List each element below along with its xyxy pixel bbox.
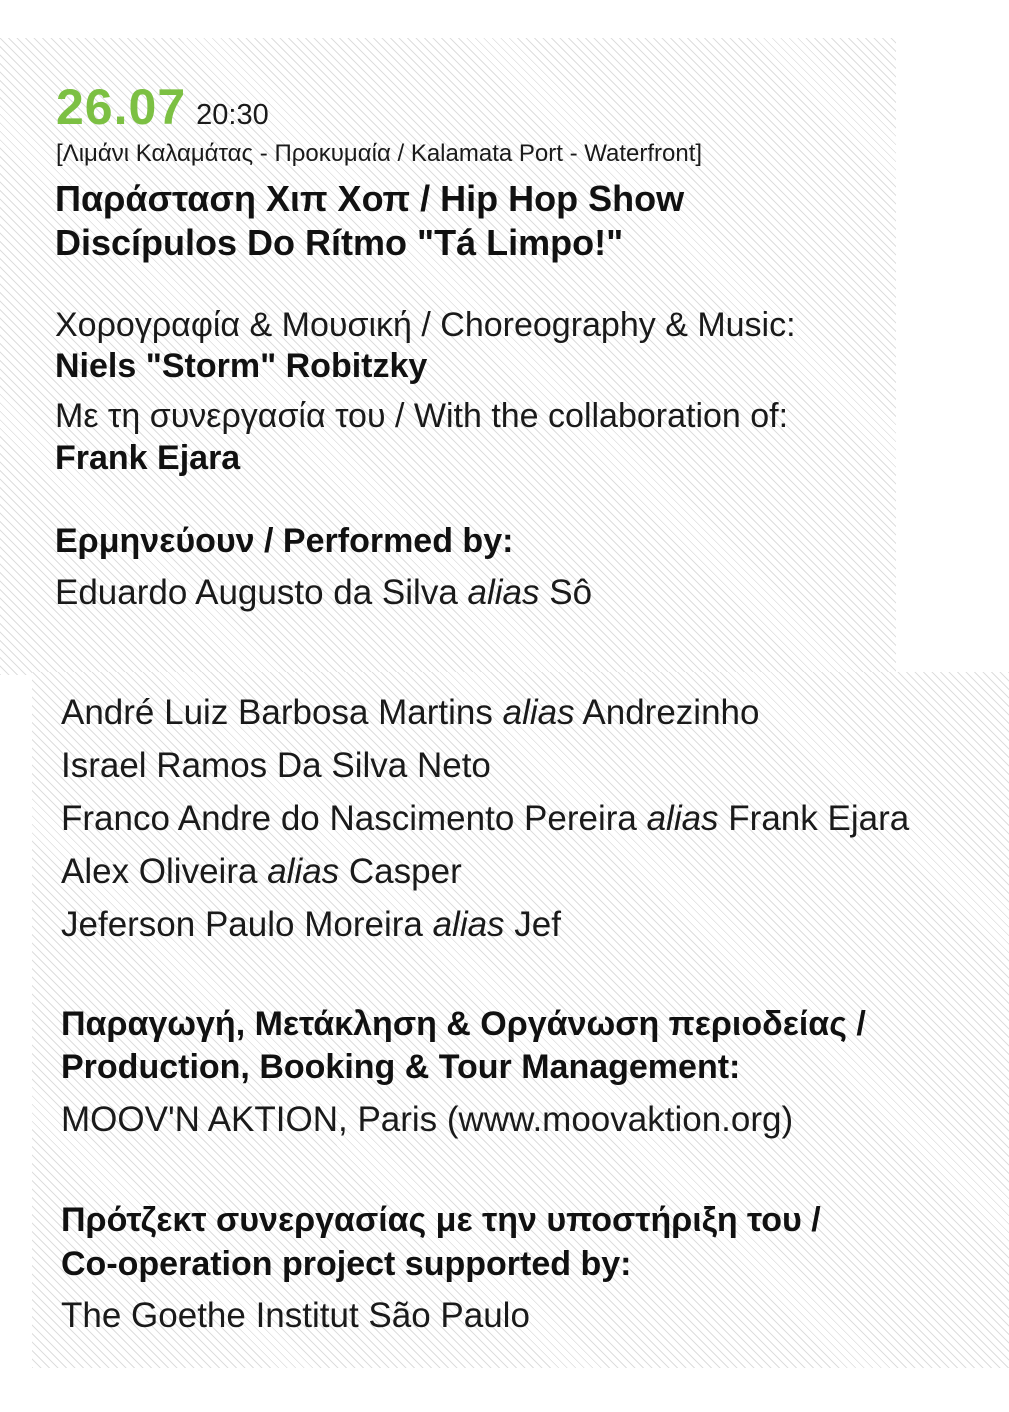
alias-word: alias	[502, 693, 575, 732]
support-label-line1: Πρότζεκτ συνεργασίας με την υποστήριξη του /	[61, 1201, 821, 1239]
alias-word: alias	[267, 852, 340, 891]
support-label-line2: Co-operation project supported by:	[61, 1245, 632, 1283]
event-title-line1: Παράσταση Χιπ Χοπ / Hip Hop Show	[55, 178, 685, 219]
performer-alias: Sô	[549, 573, 593, 612]
event-location: [Λιμάνι Καλαμάτας - Προκυμαία / Kalamata Port - Waterfront]	[56, 140, 703, 167]
alias-word: alias	[646, 799, 719, 838]
performer-name: Jeferson Paulo Moreira	[61, 905, 423, 944]
performer-item	[61, 845, 462, 898]
production-value: MOOV'N AKTION, Paris (www.moovaktion.org)	[61, 1100, 794, 1139]
performer-item	[55, 566, 592, 619]
performer-alias: Andrezinho	[582, 693, 760, 732]
performer-alias: Frank Ejara	[728, 799, 910, 838]
event-time: 20:30	[196, 99, 269, 131]
performer-name: Franco Andre do Nascimento Pereira	[61, 799, 637, 838]
performer-item	[61, 739, 491, 792]
support-value: The Goethe Institut São Paulo	[61, 1296, 530, 1335]
performer-name: Israel Ramos Da Silva Neto	[61, 746, 491, 785]
performer-alias: Jef	[514, 905, 561, 944]
performer-name: Alex Oliveira	[61, 852, 258, 891]
date-time-line	[56, 78, 269, 136]
alias-word: alias	[432, 905, 505, 944]
performer-name: Eduardo Augusto da Silva	[55, 573, 458, 612]
production-label-line1: Παραγωγή, Μετάκληση & Οργάνωση περιοδείας /	[61, 1005, 866, 1043]
choreography-label: Χορογραφία & Μουσική / Choreography & Music:	[55, 306, 796, 344]
performer-item	[61, 792, 909, 845]
performer-alias: Casper	[348, 852, 462, 891]
collaboration-label: Με τη συνεργασία του / With the collaboration of:	[55, 397, 789, 435]
choreography-name: Niels "Storm" Robitzky	[55, 347, 428, 385]
performer-item	[61, 686, 759, 739]
event-title-line2: Discípulos Do Rítmo "Tá Limpo!"	[55, 222, 624, 263]
performer-item	[61, 898, 561, 951]
performers-label: Ερμηνεύουν / Performed by:	[55, 522, 514, 560]
alias-word: alias	[467, 573, 540, 612]
performer-name: André Luiz Barbosa Martins	[61, 693, 493, 732]
production-label-line2: Production, Booking & Tour Management:	[61, 1048, 741, 1086]
event-date: 26.07	[56, 79, 187, 135]
collaboration-name: Frank Ejara	[55, 439, 241, 477]
